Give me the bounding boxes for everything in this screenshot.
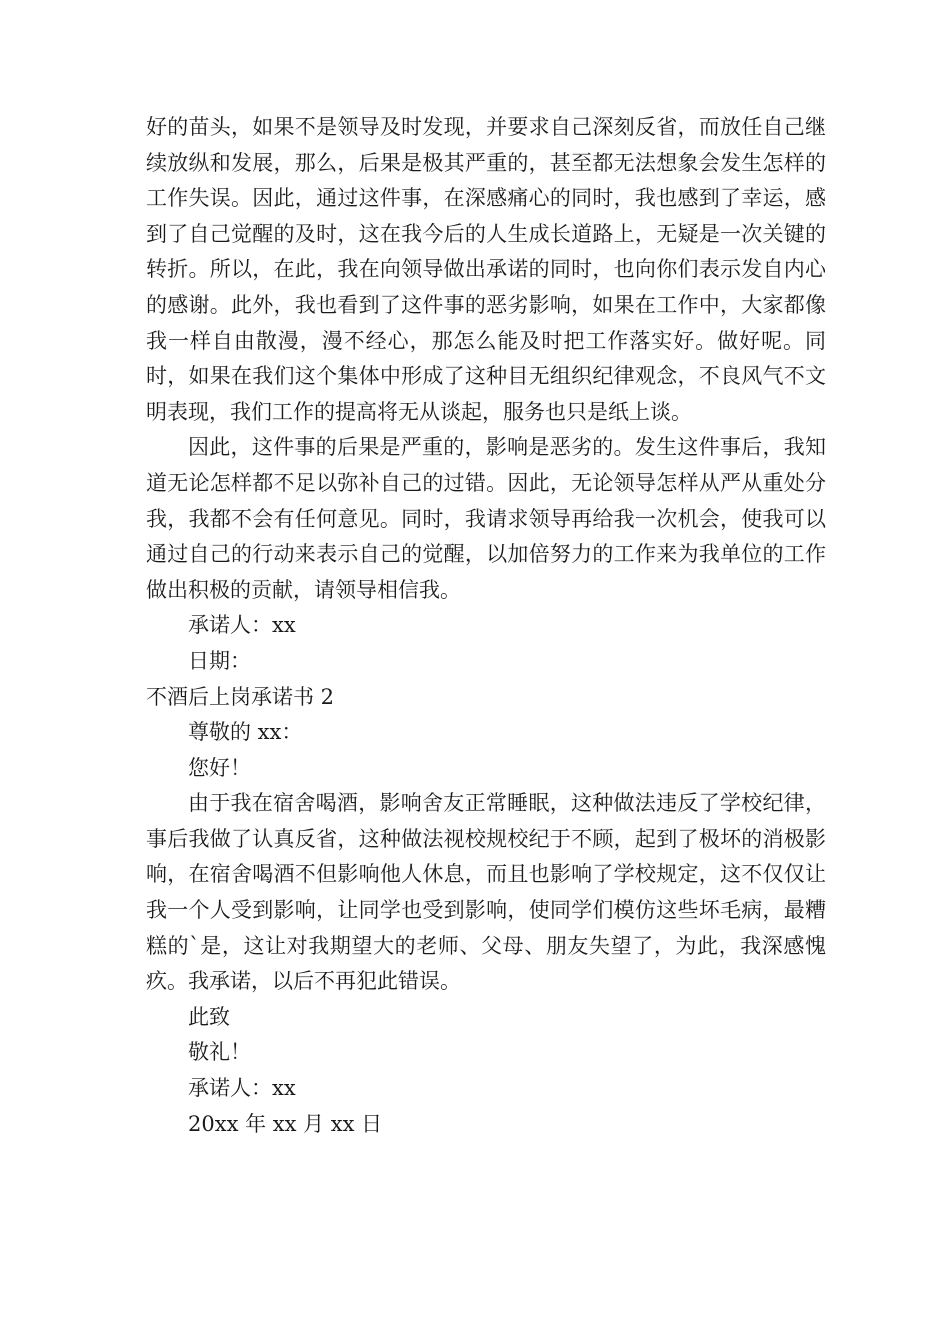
salutation: 尊敬的 xx： — [188, 720, 303, 745]
document-body — [146, 110, 826, 1142]
paragraph-2: 因此，这件事的后果是严重的，影响是恶劣的。发生这件事后，我知道无论怎样都不足以弥补自己的过错。因此，无论领导怎样从严从重处分我，我都不会有任何意见。同时，我请求领导再给我一次机会，使我可以通过自己的行动来表示自己的觉醒，以加倍努力的工作来为我单位的工作做出积极的贡献，请领导相信我。 — [146, 435, 826, 602]
date-line-2: 20xx 年 xx 月 xx 日 — [188, 1111, 383, 1136]
signer-line-1: 承诺人：xx — [188, 613, 296, 638]
closing-line-2: 敬礼！ — [188, 1040, 251, 1065]
date-line-1: 日期： — [188, 648, 251, 673]
greeting: 您好！ — [188, 755, 251, 780]
section-heading-2: 不酒后上岗承诺书 2 — [146, 684, 335, 709]
paragraph-1: 好的苗头，如果不是领导及时发现，并要求自己深刻反省，而放任自己继续放纵和发展，那么，后果是极其严重的，甚至都无法想象会发生怎样的工作失误。因此，通过这件事，在深感痛心的同时，我也感到了幸运，感到了自己觉醒的及时，这在我今后的人生成长道路上，无疑是一次关键的转折。所以，在此，我在向领导做出承诺的同时，也向你们表示发自内心的感谢。此外，我也看到了这件事的恶劣影响，如果在工作中，大家都像我一样自由散漫，漫不经心，那怎么能及时把工作落实好。做好呢。同时，如果在我们这个集体中形成了这种目无组织纪律观念，不良风气不文明表现，我们工作的提高将无从谈起，服务也只是纸上谈。 — [146, 115, 826, 424]
closing-line-1: 此致 — [188, 1004, 230, 1029]
signer-line-2: 承诺人：xx — [188, 1076, 296, 1101]
paragraph-3: 由于我在宿舍喝酒，影响舍友正常睡眠，这种做法违反了学校纪律，事后我做了认真反省，这种做法视校规校纪于不顾，起到了极坏的消极影响，在宿舍喝酒不但影响他人休息，而且也影响了学校规定，这不仅仅让我一个人受到影响，让同学也受到影响，使同学们模仿这些坏毛病，最糟糕的`是，这让对我期望大的老师、父母、朋友失望了，为此，我深感愧疚。我承诺，以后不再犯此错误。 — [146, 791, 826, 994]
